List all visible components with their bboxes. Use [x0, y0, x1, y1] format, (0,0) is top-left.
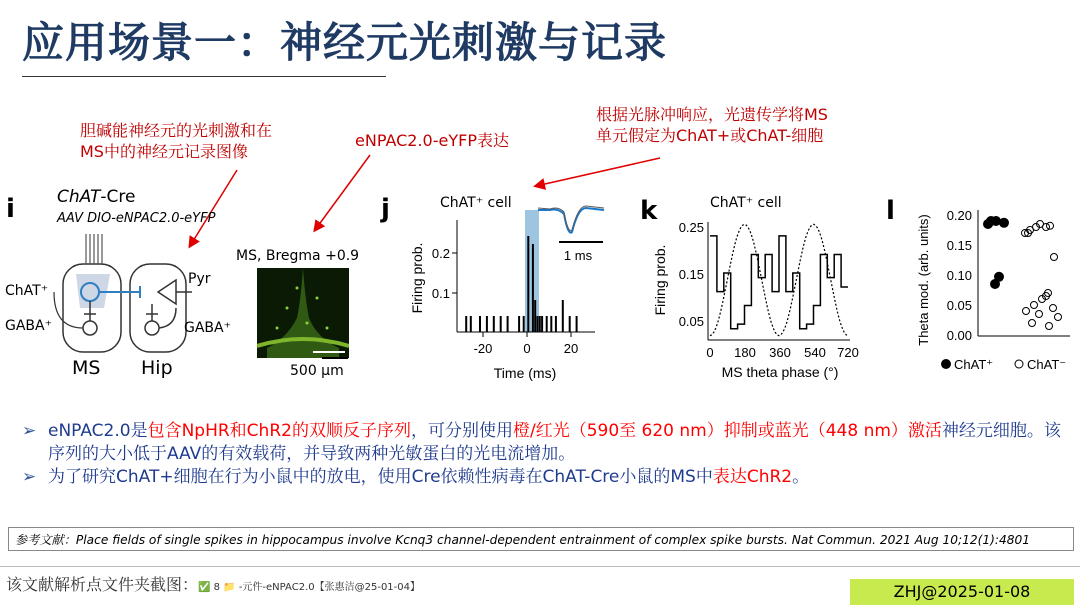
- panel-l-ylabel: Theta mod. (arb. units): [916, 214, 931, 346]
- hip-region: [130, 264, 186, 352]
- panel-j-xtick-3: 20: [563, 341, 579, 356]
- chat-pos-point: [986, 216, 996, 226]
- panel-j-bar: [479, 316, 481, 332]
- folder-screenshot-line: [6, 572, 420, 595]
- bullet-2-part-2: 。: [792, 467, 810, 487]
- bullet-1-highlight-1: 包含NpHR和ChR2的双顺反子序列: [147, 421, 411, 441]
- panel-j-bars: [465, 236, 577, 332]
- panel-j-bar: [500, 316, 502, 332]
- bullet-1: [22, 420, 1062, 466]
- hip-label: Hip: [141, 357, 173, 379]
- chat-neg-point: [1046, 323, 1053, 330]
- gaba-positive-label: GABA⁺: [5, 318, 52, 334]
- panel-j-bar: [537, 316, 539, 332]
- panel-j-bar: [534, 300, 536, 332]
- panel-j-bar: [569, 316, 571, 332]
- legend-chat-neg: ChAT⁻: [1027, 357, 1067, 372]
- gaba-neuron-ms: [83, 321, 97, 335]
- legend-chat-pos-marker: [941, 359, 951, 369]
- panel-l-ytick-1: 0.00: [946, 328, 972, 343]
- panel-j-bar: [493, 316, 495, 332]
- bullet-arrow-icon: ➢: [22, 467, 37, 487]
- histology-scale-bar: [322, 357, 348, 359]
- legend-chat-neg-marker: [1015, 360, 1023, 368]
- panel-j-xlabel: Time (ms): [493, 365, 557, 381]
- note-classification-line1: 根据光脉冲响应，光遗传学将MS: [596, 105, 828, 124]
- bullet-list: [22, 420, 1062, 489]
- arrow-to-histology: [315, 155, 370, 230]
- note-classification-line2: 单元假定为ChAT+或ChAT-细胞: [596, 126, 824, 145]
- pyr-label: Pyr: [188, 271, 211, 287]
- panel-l-points: [983, 216, 1062, 330]
- panel-l-chart: [908, 200, 1078, 385]
- panel-i-letter: i: [6, 194, 15, 224]
- arrow-to-waveform: [536, 158, 660, 186]
- panel-j-bar: [470, 316, 472, 332]
- bullet-arrow-icon: ➢: [22, 421, 37, 441]
- panel-j-letter: j: [381, 194, 390, 224]
- panel-k-ytick-2: 0.15: [678, 267, 704, 282]
- panel-j-bar: [555, 316, 557, 332]
- panel-j-bar: [550, 316, 552, 332]
- waveform-scale-label: 1 ms: [563, 248, 593, 263]
- panel-k-xtick-3: 360: [769, 345, 791, 360]
- panel-j-bar: [518, 316, 520, 332]
- panel-j-xtick-2: 0: [523, 341, 531, 356]
- chat-neg-point: [1055, 314, 1062, 321]
- panel-j-bar: [539, 316, 541, 332]
- optic-fiber: [86, 234, 102, 264]
- panel-j-ytick-2: 0.2: [431, 246, 450, 261]
- panel-j-bar: [562, 300, 564, 332]
- note-stimulation-line2: MS中的神经元记录图像: [80, 142, 248, 161]
- bullet-1-part-2: ，可分别使用: [410, 421, 513, 441]
- chat-neg-point: [1036, 311, 1043, 318]
- histology-scale-label: 500 µm: [290, 363, 344, 379]
- panel-j-bar: [507, 316, 509, 332]
- panel-l-ytick-4: 0.15: [946, 238, 972, 253]
- folder-label: 该文献解析点文件夹截图：: [6, 575, 199, 594]
- panel-k-xtick-5: 720: [837, 345, 859, 360]
- footer-divider: [0, 566, 1080, 567]
- panel-j-xtick-1: -20: [473, 341, 493, 356]
- panel-j-bar: [576, 316, 578, 332]
- panel-k-xtick-4: 540: [804, 345, 826, 360]
- reference-citation: 参考文献：Place fields of single spikes in hippocampus involve Kcnq3 channel-dependent entrainment of complex spike bursts. Nat Commun. 2021 Aug 10;12(1):4801: [8, 527, 1074, 551]
- bullet-1-part-3: 神经元细胞。该序列的大小低于AAV的有效载荷，并导致两种光敏蛋白的光电流增加。: [48, 421, 1061, 464]
- gaba-neuron-hip: [145, 321, 159, 335]
- panel-l-ytick-5: 0.20: [946, 208, 972, 223]
- ms-label: MS: [72, 357, 101, 379]
- panel-j-bar: [465, 316, 467, 332]
- legend-chat-pos: ChAT⁺: [954, 357, 994, 372]
- spike-waveform-inset: [538, 208, 604, 233]
- chat-neg-point: [1051, 254, 1058, 261]
- panel-j-bar: [486, 316, 488, 332]
- panel-k-letter: k: [640, 196, 658, 226]
- panel-j-bar: [541, 316, 543, 332]
- panel-l-letter: l: [886, 196, 895, 226]
- bullet-2-highlight-1: 表达ChR2: [712, 467, 793, 487]
- chat-pos-point: [999, 218, 1009, 228]
- page-title: 应用场景一：神经元光刺激与记录: [22, 18, 668, 67]
- date-tag: ZHJ@2025-01-08: [850, 579, 1074, 605]
- panel-k-ytick-3: 0.25: [678, 220, 704, 235]
- panel-j-bar: [546, 316, 548, 332]
- panel-k-xtick-2: 180: [734, 345, 756, 360]
- aav-label: AAV DIO-eNPAC2.0-eYFP: [57, 211, 216, 226]
- bullet-2: [22, 466, 1062, 489]
- panel-k-ytick-1: 0.05: [678, 314, 704, 329]
- chat-neg-point: [1029, 320, 1036, 327]
- panel-k-chart: [640, 210, 870, 390]
- chat-neg-point: [1050, 305, 1057, 312]
- chat-cre-italic: ChAT: [57, 187, 101, 207]
- chat-cre-label: [57, 187, 136, 207]
- chat-pos-point: [990, 279, 1000, 289]
- panel-l-ytick-3: 0.10: [946, 268, 972, 283]
- panel-j-bar: [532, 244, 534, 332]
- chat-cre-suffix: -Cre: [100, 187, 136, 207]
- chat-neg-point: [1023, 308, 1030, 315]
- bullet-2-part-1: 为了研究ChAT+细胞在行为小鼠中的放电，使用Cre依赖性病毒在ChAT-Cre小鼠的MS中: [48, 467, 713, 487]
- panel-k-cell-label: ChAT⁺ cell: [710, 195, 782, 211]
- chat-positive-label: ChAT⁺: [5, 283, 49, 299]
- panel-k-histogram: [710, 236, 848, 329]
- panel-j-ytick-1: 0.1: [431, 286, 450, 301]
- panel-j-chart: [400, 200, 610, 390]
- pyr-neuron: [158, 280, 176, 304]
- panel-j-ylabel: Firing prob.: [409, 242, 425, 314]
- note-expression: eNPAC2.0-eYFP表达: [355, 131, 509, 150]
- panel-k-xlabel: MS theta phase (°): [721, 364, 839, 380]
- note-stimulation-line1: 胆碱能神经元的光刺激和在: [80, 121, 273, 140]
- panel-j-bar: [523, 316, 525, 332]
- panel-j-cell-label: ChAT⁺ cell: [440, 195, 512, 211]
- chat-neg-point: [1047, 222, 1054, 229]
- panel-k-ylabel: Firing prob.: [652, 244, 668, 316]
- gaba-hip-label: GABA⁺: [184, 320, 231, 336]
- bullet-1-part-1: eNPAC2.0是: [48, 421, 148, 441]
- panel-k-xtick-1: 0: [706, 345, 714, 360]
- panel-j-bar: [527, 236, 529, 332]
- bullet-1-highlight-2: 橙/红光（590至 620 nm）抑制或蓝光（448 nm）激活: [512, 421, 942, 441]
- histology-image: [257, 268, 349, 358]
- histology-title: MS, Bregma +0.9: [236, 248, 360, 264]
- panel-l-ytick-2: 0.05: [946, 298, 972, 313]
- chat-neg-point: [1031, 302, 1038, 309]
- folder-path[interactable]: ✅ 8 📁 -元件-eNPAC2.0【张惠洁@25-01-04】: [198, 582, 420, 593]
- circuit-schematic: [0, 228, 250, 388]
